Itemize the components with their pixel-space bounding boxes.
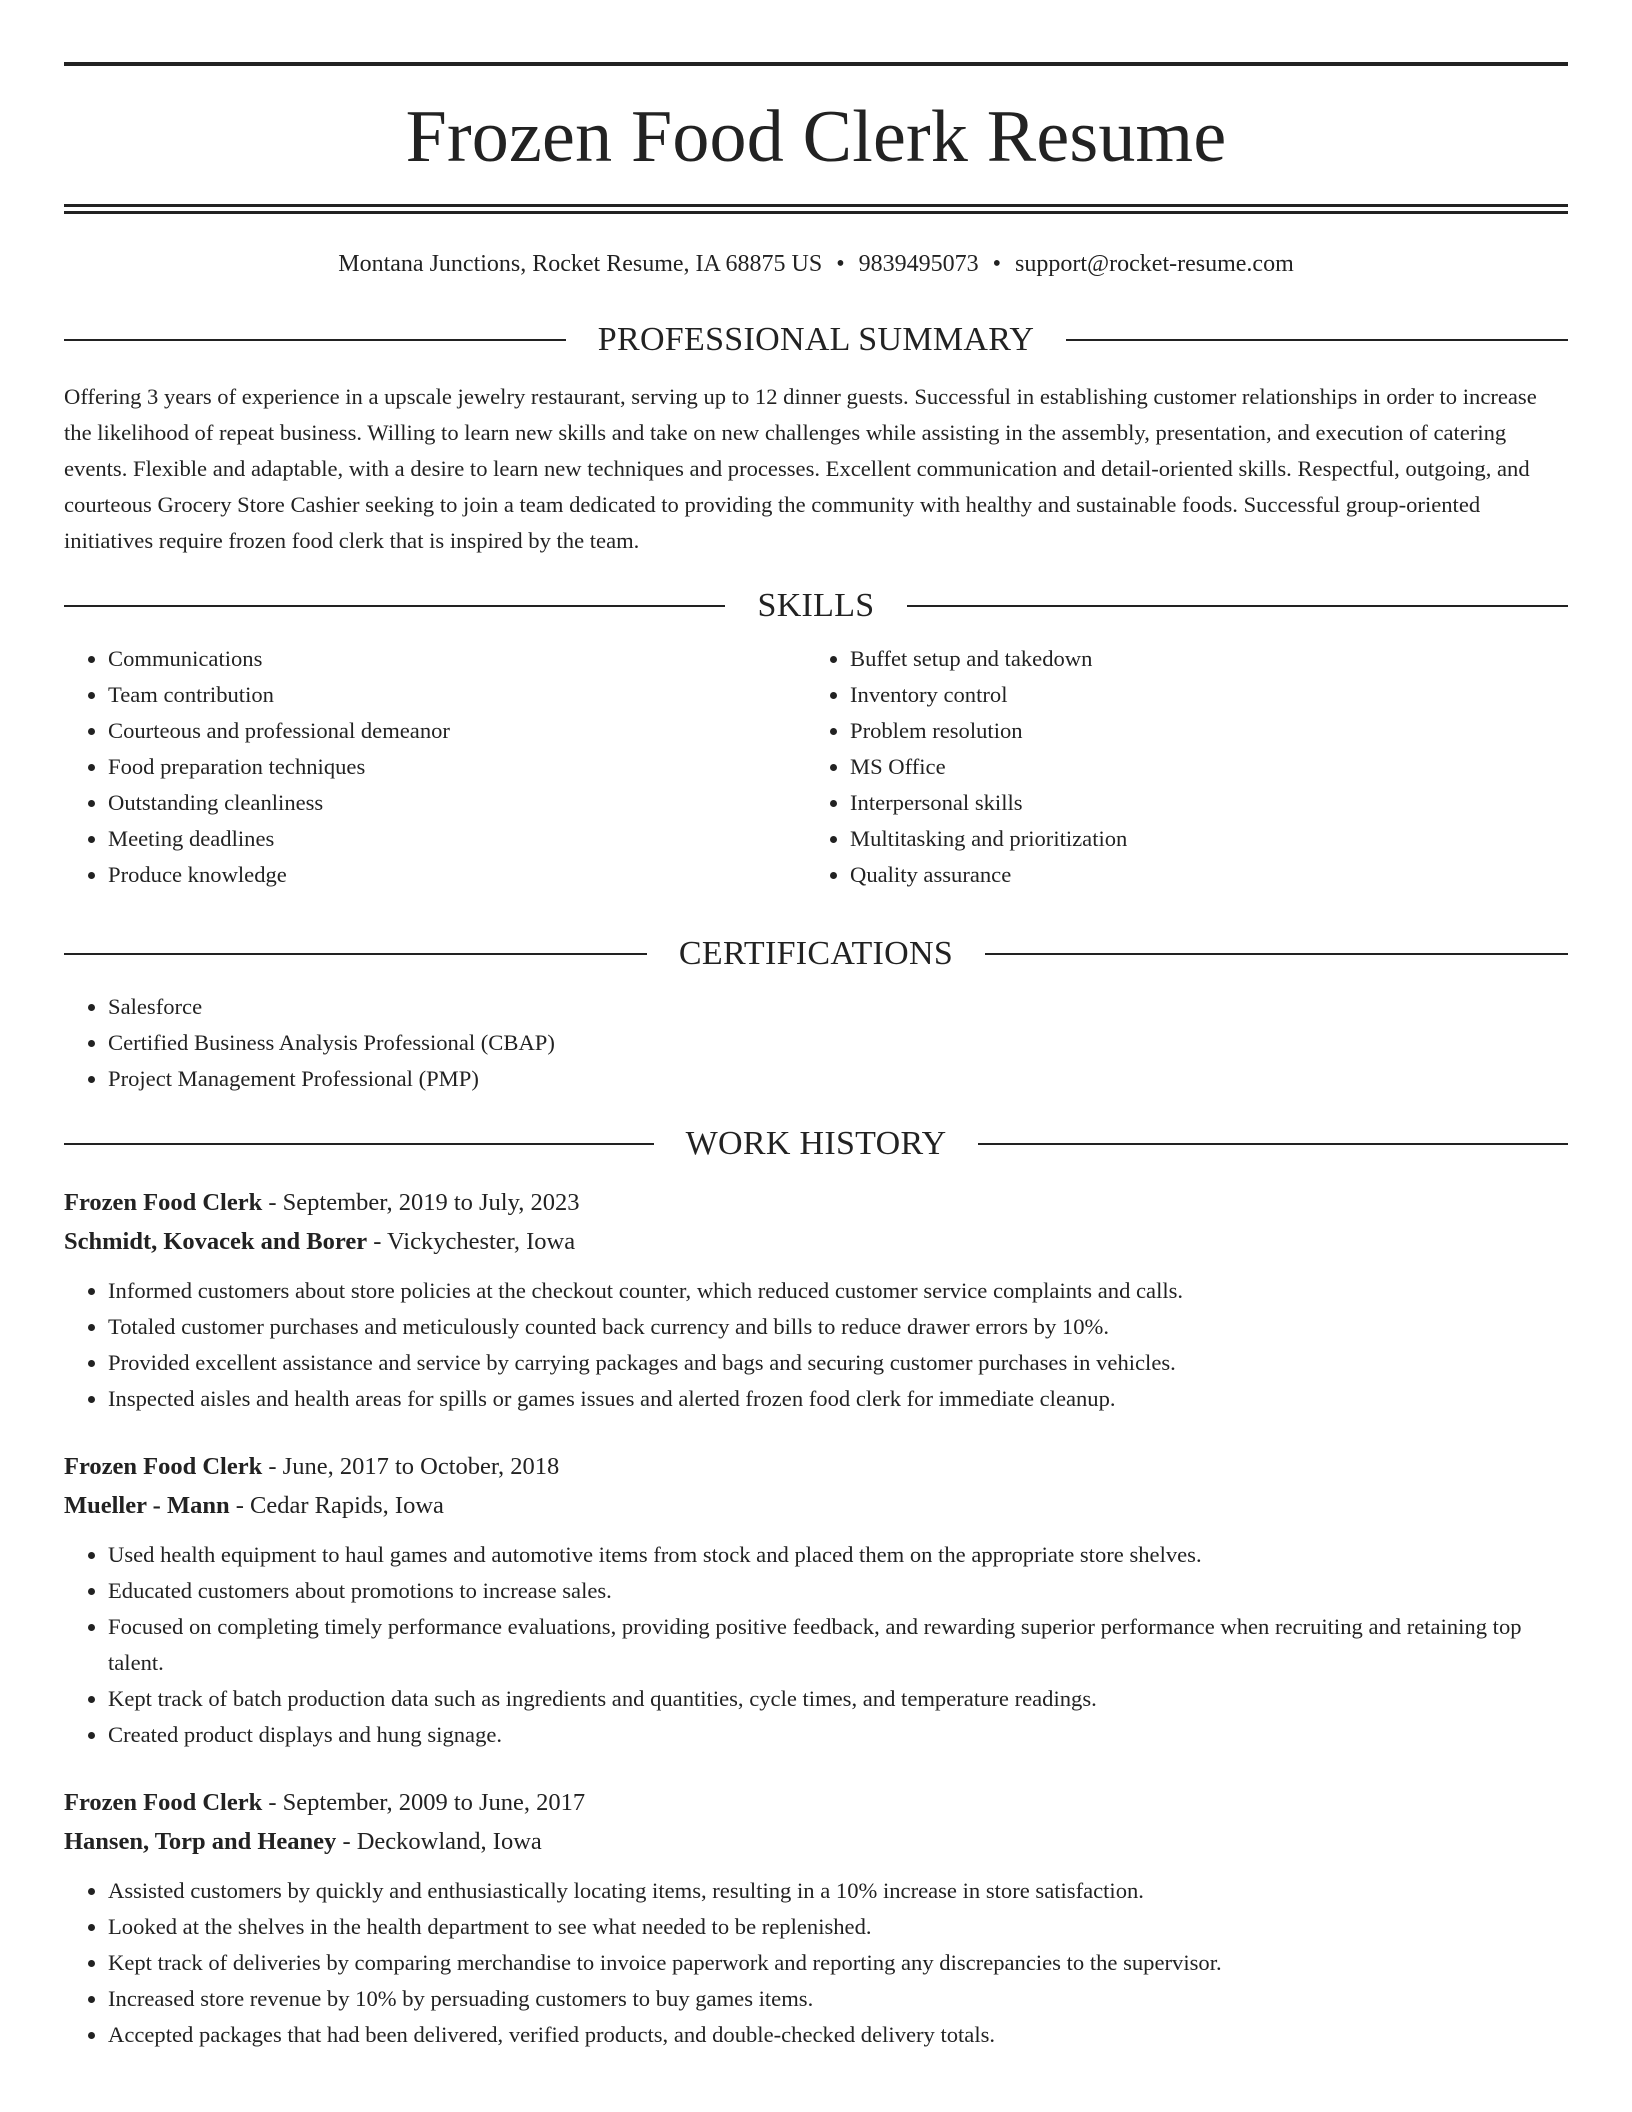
certifications-heading: CERTIFICATIONS — [678, 934, 954, 972]
list-item: • Problem resolution — [850, 713, 1548, 749]
resume-title: Frozen Food Clerk Resume — [405, 96, 1227, 178]
list-item: • Increased store revenue by 10% by persuading customers to buy games items. — [108, 1981, 1568, 2017]
section-divider — [1066, 339, 1568, 341]
summary-text: Offering 3 years of experience in a upscale jewelry restaurant, serving up to 12 dinner guests. Successful in establishing customer relationships in order to increase the likelihood of repeat business. Willing to learn new skills and take on new challenges while assisting in the assembly, presentation, and execution of catering events. Flexible and adaptable, with a desire to learn new techniques and processes. Excellent communication and detail-oriented skills. Respectful, outgoing, and courteous Grocery Store Cashier seeking to join a team dedicated to providing the community with healthy and sustainable foods. Successful group-oriented initiatives require frozen food clerk that is inspired by the team. — [64, 383, 1537, 553]
summary-section-header — [64, 320, 1568, 358]
skills-list-left — [64, 641, 806, 893]
section-divider — [64, 953, 647, 955]
list-item: • Communications — [108, 641, 806, 677]
job-title-line — [64, 1447, 1568, 1486]
job-company: Schmidt, Kovacek and Borer — [64, 1227, 368, 1255]
contact-separator: • — [992, 251, 1002, 277]
job-dates: - June, 2017 to October, 2018 — [262, 1452, 560, 1480]
certifications-section-header — [64, 934, 1568, 972]
resume-page — [64, 62, 1568, 2053]
list-item: • Focused on completing timely performance evaluations, providing positive feedback, and rewarding superior performance when recruiting and retaining top talent. — [108, 1609, 1568, 1681]
section-divider — [64, 339, 566, 341]
list-item: • Interpersonal skills — [850, 785, 1548, 821]
job-location: - Cedar Rapids, Iowa — [229, 1491, 444, 1519]
job-title: Frozen Food Clerk — [64, 1188, 263, 1216]
certifications-list — [64, 989, 1568, 1097]
contact-phone: 9839495073 — [858, 251, 979, 277]
work-section-header — [64, 1124, 1568, 1162]
list-item: • Certified Business Analysis Professional (CBAP) — [108, 1025, 1568, 1061]
list-item: • Inventory control — [850, 677, 1548, 713]
job-company-line — [64, 1222, 1568, 1261]
skills-columns — [64, 641, 1568, 893]
job-title: Frozen Food Clerk — [64, 1788, 263, 1816]
list-item: • MS Office — [850, 749, 1548, 785]
list-item: • Informed customers about store policies at the checkout counter, which reduced customer service complaints and calls. — [108, 1273, 1568, 1309]
list-item: • Meeting deadlines — [108, 821, 806, 857]
list-item: • Team contribution — [108, 677, 806, 713]
job-company: Hansen, Torp and Heaney — [64, 1827, 337, 1855]
list-item: • Inspected aisles and health areas for spills or games issues and alerted frozen food clerk for immediate cleanup. — [108, 1381, 1568, 1417]
contact-address: Montana Junctions, Rocket Resume, IA 68875 US — [338, 251, 823, 277]
job-company: Mueller - Mann — [64, 1491, 230, 1519]
list-item: • Accepted packages that had been delivered, verified products, and double-checked delivery totals. — [108, 2017, 1568, 2053]
list-item: • Created product displays and hung signage. — [108, 1717, 1568, 1753]
contact-line — [64, 250, 1568, 279]
list-item: • Outstanding cleanliness — [108, 785, 806, 821]
list-item: • Used health equipment to haul games and automotive items from stock and placed them on the appropriate store shelves. — [108, 1537, 1568, 1573]
list-item: • Kept track of batch production data such as ingredients and quantities, cycle times, and temperature readings. — [108, 1681, 1568, 1717]
job-location: - Vickychester, Iowa — [367, 1227, 576, 1255]
job-location: - Deckowland, Iowa — [336, 1827, 542, 1855]
job-company-line — [64, 1486, 1568, 1525]
section-divider — [907, 605, 1568, 607]
list-item: • Kept track of deliveries by comparing merchandise to invoice paperwork and reporting any discrepancies to the supervisor. — [108, 1945, 1568, 1981]
job-company-line — [64, 1822, 1568, 1861]
job-title-line — [64, 1783, 1568, 1822]
list-item: • Multitasking and prioritization — [850, 821, 1548, 857]
job-entry — [64, 1447, 1568, 1753]
top-rule — [64, 62, 1568, 66]
list-item: • Food preparation techniques — [108, 749, 806, 785]
list-item: • Assisted customers by quickly and enthusiastically locating items, resulting in a 10% increase in store satisfaction. — [108, 1873, 1568, 1909]
contact-separator: • — [836, 251, 845, 277]
job-dates: - September, 2009 to June, 2017 — [262, 1788, 586, 1816]
section-divider — [985, 953, 1568, 955]
list-item: • Looked at the shelves in the health department to see what needed to be replenished. — [108, 1909, 1568, 1945]
skills-list-right — [806, 641, 1548, 893]
list-item: • Salesforce — [108, 989, 1568, 1025]
job-entry — [64, 1783, 1568, 2053]
contact-email: support@rocket-resume.com — [1015, 251, 1294, 277]
work-history-list — [64, 1183, 1568, 2053]
job-bullets — [64, 1873, 1568, 2053]
list-item: • Provided excellent assistance and service by carrying packages and bags and securing customer purchases in vehicles. — [108, 1345, 1568, 1381]
job-bullets — [64, 1273, 1568, 1417]
list-item: • Totaled customer purchases and meticulously counted back currency and bills to reduce drawer errors by 10%. — [108, 1309, 1568, 1345]
job-bullets — [64, 1537, 1568, 1753]
job-dates: - September, 2019 to July, 2023 — [262, 1188, 580, 1216]
list-item: • Buffet setup and takedown — [850, 641, 1548, 677]
list-item: • Quality assurance — [850, 857, 1548, 893]
job-title: Frozen Food Clerk — [64, 1452, 263, 1480]
summary-heading: PROFESSIONAL SUMMARY — [597, 320, 1035, 358]
list-item: • Courteous and professional demeanor — [108, 713, 806, 749]
section-divider — [64, 605, 725, 607]
job-entry — [64, 1183, 1568, 1417]
section-divider — [64, 1143, 654, 1145]
list-item: • Project Management Professional (PMP) — [108, 1061, 1568, 1097]
section-divider — [978, 1143, 1568, 1145]
list-item: • Educated customers about promotions to increase sales. — [108, 1573, 1568, 1609]
title-double-rule — [64, 204, 1568, 214]
skills-section-header — [64, 586, 1568, 624]
skills-heading: SKILLS — [757, 586, 875, 624]
work-heading: WORK HISTORY — [685, 1124, 947, 1162]
list-item: • Produce knowledge — [108, 857, 806, 893]
job-title-line — [64, 1183, 1568, 1222]
